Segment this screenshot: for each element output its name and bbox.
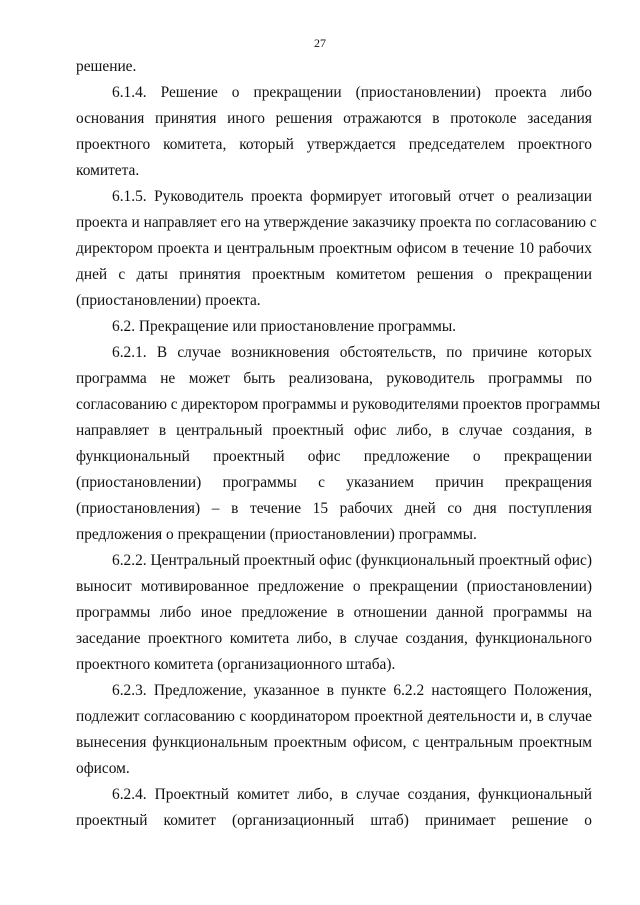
paragraph-p0 bbox=[76, 54, 592, 80]
text-line: офисом. bbox=[76, 760, 130, 777]
text-line: решение. bbox=[76, 58, 137, 75]
text-line: проектного комитета (организационного штаба). bbox=[76, 656, 396, 673]
text-line: подлежит согласованию с координатором проектной деятельности и, в случае bbox=[76, 708, 592, 725]
text-line: программы либо иное предложение в отношении данной программы на bbox=[76, 604, 592, 621]
text-line: программа не может быть реализована, руководитель программы по bbox=[76, 370, 592, 387]
text-line: 6.1.4. Решение о прекращении (приостановлении) проекта либо bbox=[112, 84, 592, 101]
paragraph-p5 bbox=[76, 548, 592, 678]
paragraph-p7 bbox=[76, 782, 592, 834]
text-line: заседание проектного комитета либо, в случае создания, функционального bbox=[76, 630, 592, 647]
paragraph-p1 bbox=[76, 80, 592, 184]
text-line: основания принятия иного решения отражаются в протоколе заседания bbox=[76, 110, 592, 127]
paragraph-p4 bbox=[76, 340, 601, 548]
paragraph-p3 bbox=[76, 314, 592, 340]
text-line: проектный комитет (организационный штаб) принимает решение о bbox=[76, 812, 592, 829]
text-line: 6.2.2. Центральный проектный офис (функциональный проектный офис) bbox=[112, 552, 592, 569]
text-line: (приостановлении) проекта. bbox=[76, 292, 261, 309]
text-line: 6.1.5. Руководитель проекта формирует итоговый отчет о реализации bbox=[112, 188, 592, 205]
text-line: 6.2. Прекращение или приостановление программы. bbox=[112, 318, 457, 335]
paragraph-p2 bbox=[76, 184, 597, 314]
text-line: (приостановлении) программы с указанием причин прекращения bbox=[76, 474, 592, 491]
text-line: 6.2.4. Проектный комитет либо, в случае создания, функциональный bbox=[112, 786, 592, 803]
text-line: дней с даты принятия проектным комитетом решения о прекращении bbox=[76, 266, 592, 283]
text-line: 6.2.3. Предложение, указанное в пункте 6.2.2 настоящего Положения, bbox=[112, 682, 592, 699]
text-line: согласованию с директором программы и руководителями проектов программы bbox=[76, 396, 601, 413]
text-line: 6.2.1. В случае возникновения обстоятельств, по причине которых bbox=[112, 344, 592, 361]
text-line: вынесения функциональным проектным офисом, с центральным проектным bbox=[76, 734, 592, 751]
document-body bbox=[76, 54, 601, 834]
paragraph-p6 bbox=[76, 678, 592, 782]
text-line: (приостановления) – в течение 15 рабочих дней со дня поступления bbox=[76, 500, 592, 517]
text-line: проекта и направляет его на утверждение заказчику проекта по согласованию с bbox=[76, 214, 597, 231]
page-number: 27 bbox=[314, 36, 326, 50]
text-line: функциональный проектный офис предложение о прекращении bbox=[76, 448, 592, 465]
text-line: предложения о прекращении (приостановлении) программы. bbox=[76, 526, 477, 543]
text-line: комитета. bbox=[76, 162, 140, 179]
text-line: выносит мотивированное предложение о прекращении (приостановлении) bbox=[76, 578, 592, 595]
text-line: направляет в центральный проектный офис либо, в случае создания, в bbox=[76, 422, 592, 439]
text-line: директором проекта и центральным проектным офисом в течение 10 рабочих bbox=[76, 240, 592, 257]
text-line: проектного комитета, который утверждается председателем проектного bbox=[76, 136, 592, 153]
